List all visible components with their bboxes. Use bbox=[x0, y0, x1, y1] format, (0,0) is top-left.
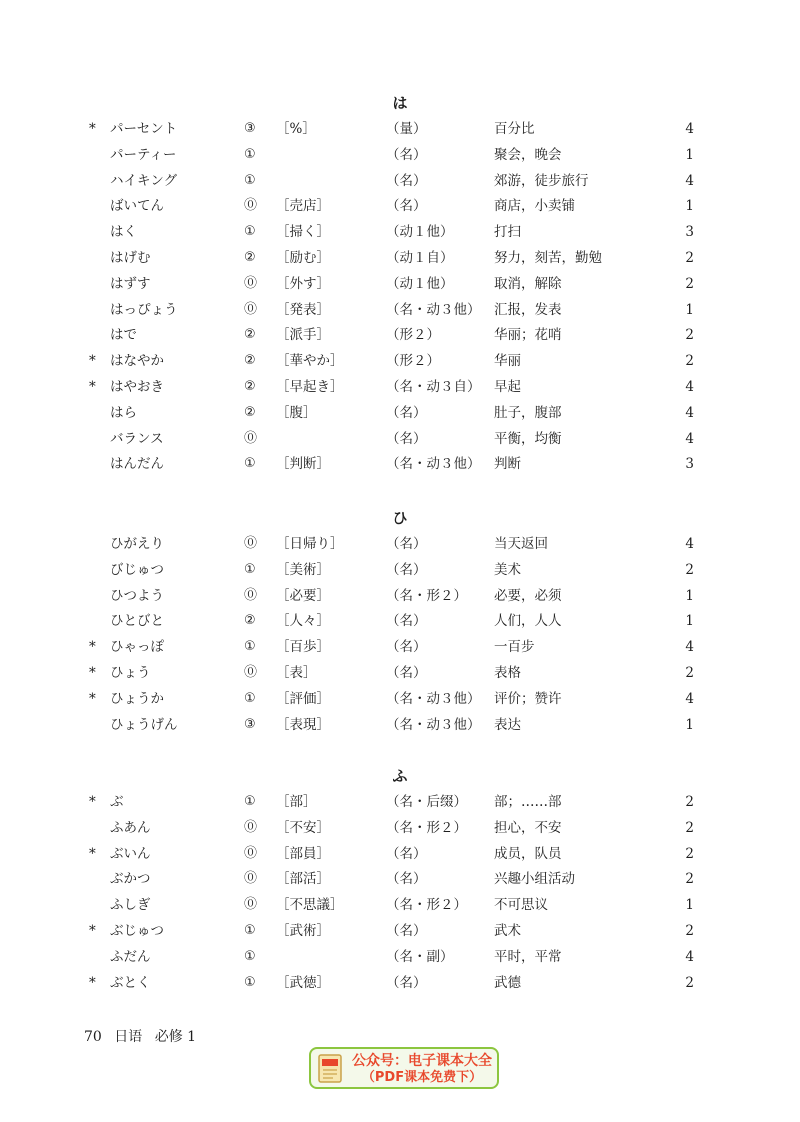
row-lesson-number: 2 bbox=[685, 562, 694, 578]
vocabulary-row bbox=[0, 119, 800, 139]
row-kanji: ［必要］ bbox=[276, 588, 330, 604]
row-star-marker: * bbox=[89, 975, 96, 991]
row-star-marker: * bbox=[89, 846, 96, 862]
row-kanji: ［美術］ bbox=[276, 562, 330, 578]
page-footer bbox=[84, 1027, 204, 1047]
row-kanji: ［華やか］ bbox=[276, 353, 344, 369]
row-lesson-number: 4 bbox=[685, 536, 694, 552]
vocabulary-row bbox=[0, 792, 800, 812]
row-word: はら bbox=[110, 405, 137, 421]
row-kanji: ［早起き］ bbox=[276, 379, 344, 395]
row-accent: ① bbox=[244, 794, 256, 809]
row-meaning: 汇报，发表 bbox=[494, 302, 562, 318]
row-part-of-speech: （动１他） bbox=[386, 224, 454, 240]
row-meaning: 表达 bbox=[494, 717, 521, 733]
row-meaning: 表格 bbox=[494, 665, 521, 681]
row-word: ぶかつ bbox=[110, 871, 151, 887]
row-star-marker: * bbox=[89, 639, 96, 655]
row-meaning: 人们，人人 bbox=[494, 613, 562, 629]
vocabulary-row bbox=[0, 403, 800, 423]
row-word: ぶじゅつ bbox=[110, 923, 164, 939]
row-part-of-speech: （名・动３他） bbox=[386, 717, 481, 733]
section-heading: ひ bbox=[392, 509, 408, 527]
vocabulary-row bbox=[0, 351, 800, 371]
row-meaning: 不可思议 bbox=[494, 897, 548, 913]
vocabulary-row bbox=[0, 973, 800, 993]
row-meaning: 肚子，腹部 bbox=[494, 405, 562, 421]
row-meaning: 早起 bbox=[494, 379, 521, 395]
row-part-of-speech: （名） bbox=[386, 923, 427, 939]
vocabulary-row bbox=[0, 715, 800, 735]
row-accent: ① bbox=[244, 147, 256, 162]
row-part-of-speech: （名） bbox=[386, 562, 427, 578]
row-part-of-speech: （名・动３他） bbox=[386, 302, 481, 318]
row-part-of-speech: （名） bbox=[386, 871, 427, 887]
vocabulary-row bbox=[0, 869, 800, 889]
row-accent: ① bbox=[244, 975, 256, 990]
row-kanji: ［売店］ bbox=[276, 198, 330, 214]
vocabulary-row bbox=[0, 196, 800, 216]
row-lesson-number: 1 bbox=[685, 897, 694, 913]
row-accent: ② bbox=[244, 613, 256, 628]
row-part-of-speech: （名） bbox=[386, 198, 427, 214]
row-word: びじゅつ bbox=[110, 562, 164, 578]
row-kanji: ［派手］ bbox=[276, 327, 330, 343]
vocabulary-row bbox=[0, 325, 800, 345]
row-meaning: 判断 bbox=[494, 456, 521, 472]
row-accent: ② bbox=[244, 327, 256, 342]
row-word: はやおき bbox=[110, 379, 164, 395]
row-kanji: ［不思議］ bbox=[276, 897, 344, 913]
vocabulary-row bbox=[0, 454, 800, 474]
row-accent: ① bbox=[244, 639, 256, 654]
row-accent: ① bbox=[244, 949, 256, 964]
row-star-marker: * bbox=[89, 665, 96, 681]
row-accent: ⓪ bbox=[244, 431, 258, 446]
vocabulary-row bbox=[0, 947, 800, 967]
row-lesson-number: 3 bbox=[685, 456, 694, 472]
row-word: ひょうか bbox=[110, 691, 164, 707]
row-lesson-number: 1 bbox=[685, 302, 694, 318]
watermark-line-2: （PDF课本免费下） bbox=[361, 1070, 483, 1085]
row-word: ふだん bbox=[110, 949, 151, 965]
row-lesson-number: 2 bbox=[685, 665, 694, 681]
row-word: ぶいん bbox=[110, 846, 151, 862]
row-accent: ⓪ bbox=[244, 198, 258, 213]
row-accent: ① bbox=[244, 562, 256, 577]
row-accent: ① bbox=[244, 456, 256, 471]
row-lesson-number: 2 bbox=[685, 846, 694, 862]
row-accent: ① bbox=[244, 691, 256, 706]
row-accent: ⓪ bbox=[244, 871, 258, 886]
row-accent: ⓪ bbox=[244, 820, 258, 835]
vocabulary-row bbox=[0, 560, 800, 580]
row-meaning: 平衡，均衡 bbox=[494, 431, 562, 447]
row-part-of-speech: （形２） bbox=[386, 353, 440, 369]
row-accent: ③ bbox=[244, 121, 256, 136]
row-word: バランス bbox=[110, 431, 164, 447]
row-meaning: 平时，平常 bbox=[494, 949, 562, 965]
row-accent: ⓪ bbox=[244, 276, 258, 291]
row-kanji: ［腹］ bbox=[276, 405, 317, 421]
row-lesson-number: 2 bbox=[685, 794, 694, 810]
vocabulary-row bbox=[0, 248, 800, 268]
row-part-of-speech: （量） bbox=[386, 121, 427, 137]
row-kanji: ［表］ bbox=[276, 665, 317, 681]
row-lesson-number: 2 bbox=[685, 353, 694, 369]
row-accent: ⓪ bbox=[244, 302, 258, 317]
row-kanji: ［励む］ bbox=[276, 250, 330, 266]
row-part-of-speech: （名） bbox=[386, 846, 427, 862]
vocabulary-row bbox=[0, 274, 800, 294]
row-accent: ⓪ bbox=[244, 536, 258, 551]
vocabulary-row bbox=[0, 222, 800, 242]
vocabulary-row bbox=[0, 171, 800, 191]
row-star-marker: * bbox=[89, 691, 96, 707]
row-lesson-number: 1 bbox=[685, 198, 694, 214]
vocabulary-row bbox=[0, 921, 800, 941]
row-lesson-number: 4 bbox=[685, 121, 694, 137]
row-meaning: 打扫 bbox=[494, 224, 521, 240]
row-word: はで bbox=[110, 327, 137, 343]
row-kanji: ［武術］ bbox=[276, 923, 330, 939]
row-star-marker: * bbox=[89, 379, 96, 395]
row-star-marker: * bbox=[89, 923, 96, 939]
row-lesson-number: 4 bbox=[685, 431, 694, 447]
row-part-of-speech: （名） bbox=[386, 613, 427, 629]
row-lesson-number: 2 bbox=[685, 871, 694, 887]
row-meaning: 聚会，晚会 bbox=[494, 147, 562, 163]
row-part-of-speech: （动１自） bbox=[386, 250, 454, 266]
row-accent: ⓪ bbox=[244, 846, 258, 861]
row-kanji: ［発表］ bbox=[276, 302, 330, 318]
vocabulary-row bbox=[0, 300, 800, 320]
section-heading: ふ bbox=[392, 767, 408, 785]
row-kanji: ［部員］ bbox=[276, 846, 330, 862]
vocabulary-row bbox=[0, 663, 800, 683]
row-star-marker: * bbox=[89, 794, 96, 810]
row-accent: ② bbox=[244, 250, 256, 265]
row-star-marker: * bbox=[89, 353, 96, 369]
row-meaning: 努力，刻苦，勤勉 bbox=[494, 250, 602, 266]
row-lesson-number: 2 bbox=[685, 923, 694, 939]
watermark-line-1: 公众号：电子课本大全 bbox=[352, 1053, 492, 1069]
row-kanji: ［掃く］ bbox=[276, 224, 330, 240]
row-accent: ② bbox=[244, 405, 256, 420]
vocabulary-row bbox=[0, 429, 800, 449]
row-meaning: 必要，必须 bbox=[494, 588, 562, 604]
row-lesson-number: 2 bbox=[685, 820, 694, 836]
row-word: はずす bbox=[110, 276, 151, 292]
row-meaning: 武德 bbox=[494, 975, 521, 991]
row-part-of-speech: （形２） bbox=[386, 327, 440, 343]
row-lesson-number: 4 bbox=[685, 949, 694, 965]
row-lesson-number: 4 bbox=[685, 173, 694, 189]
row-accent: ⓪ bbox=[244, 588, 258, 603]
row-part-of-speech: （名） bbox=[386, 431, 427, 447]
row-accent: ① bbox=[244, 224, 256, 239]
row-part-of-speech: （名・形２） bbox=[386, 897, 467, 913]
row-kanji: ［判断］ bbox=[276, 456, 330, 472]
row-meaning: 郊游，徒步旅行 bbox=[494, 173, 589, 189]
row-lesson-number: 2 bbox=[685, 250, 694, 266]
row-meaning: 部；……部 bbox=[494, 794, 562, 810]
row-lesson-number: 4 bbox=[685, 691, 694, 707]
watermark-badge bbox=[309, 1047, 499, 1089]
vocabulary-row bbox=[0, 377, 800, 397]
vocabulary-row bbox=[0, 534, 800, 554]
row-lesson-number: 2 bbox=[685, 975, 694, 991]
row-word: ばいてん bbox=[110, 198, 164, 214]
row-word: ひがえり bbox=[110, 536, 164, 552]
row-lesson-number: 4 bbox=[685, 379, 694, 395]
row-part-of-speech: （名） bbox=[386, 639, 427, 655]
row-kanji: ［外す］ bbox=[276, 276, 330, 292]
row-kanji: ［表現］ bbox=[276, 717, 330, 733]
row-word: ぶ bbox=[110, 794, 124, 810]
row-word: はげむ bbox=[110, 250, 151, 266]
row-word: パーティー bbox=[110, 147, 177, 163]
row-lesson-number: 2 bbox=[685, 327, 694, 343]
row-word: はんだん bbox=[110, 456, 164, 472]
book-title: 日语 bbox=[114, 1029, 143, 1045]
row-word: ひょうげん bbox=[110, 717, 178, 733]
page-number: 70 bbox=[84, 1029, 102, 1045]
vocabulary-row bbox=[0, 895, 800, 915]
row-meaning: 评价；赞许 bbox=[494, 691, 562, 707]
row-word: ぶとく bbox=[110, 975, 151, 991]
row-meaning: 华丽；花哨 bbox=[494, 327, 562, 343]
row-accent: ① bbox=[244, 923, 256, 938]
row-word: ハイキング bbox=[110, 173, 178, 189]
row-kanji: ［不安］ bbox=[276, 820, 330, 836]
row-part-of-speech: （名） bbox=[386, 147, 427, 163]
row-meaning: 成员，队员 bbox=[494, 846, 562, 862]
row-part-of-speech: （名） bbox=[386, 405, 427, 421]
row-meaning: 兴趣小组活动 bbox=[494, 871, 575, 887]
row-kanji: ［部活］ bbox=[276, 871, 330, 887]
row-word: ひゃっぽ bbox=[110, 639, 164, 655]
row-meaning: 美术 bbox=[494, 562, 521, 578]
row-kanji: ［百歩］ bbox=[276, 639, 330, 655]
vocabulary-row bbox=[0, 689, 800, 709]
vocabulary-row bbox=[0, 818, 800, 838]
row-word: はっぴょう bbox=[110, 302, 178, 318]
row-lesson-number: 3 bbox=[685, 224, 694, 240]
row-part-of-speech: （名） bbox=[386, 975, 427, 991]
row-word: ひょう bbox=[110, 665, 151, 681]
row-word: ふしぎ bbox=[110, 897, 151, 913]
row-part-of-speech: （名・后缀） bbox=[386, 794, 467, 810]
row-part-of-speech: （名・动３自） bbox=[386, 379, 481, 395]
row-word: パーセント bbox=[110, 121, 178, 137]
row-meaning: 武术 bbox=[494, 923, 521, 939]
row-accent: ⓪ bbox=[244, 897, 258, 912]
row-part-of-speech: （名・形２） bbox=[386, 820, 467, 836]
row-word: はく bbox=[110, 224, 137, 240]
row-lesson-number: 1 bbox=[685, 613, 694, 629]
vocabulary-row bbox=[0, 637, 800, 657]
row-word: はなやか bbox=[110, 353, 164, 369]
row-lesson-number: 1 bbox=[685, 588, 694, 604]
row-kanji: ［武徳］ bbox=[276, 975, 330, 991]
row-meaning: 当天返回 bbox=[494, 536, 548, 552]
row-lesson-number: 1 bbox=[685, 717, 694, 733]
row-part-of-speech: （名・副） bbox=[386, 949, 454, 965]
row-part-of-speech: （名） bbox=[386, 536, 427, 552]
row-meaning: 取消，解除 bbox=[494, 276, 562, 292]
row-part-of-speech: （名） bbox=[386, 665, 427, 681]
row-part-of-speech: （名） bbox=[386, 173, 427, 189]
row-meaning: 一百步 bbox=[494, 639, 535, 655]
row-kanji: ［%］ bbox=[276, 121, 316, 137]
book-volume: 必修 1 bbox=[154, 1029, 197, 1045]
row-accent: ② bbox=[244, 353, 256, 368]
row-lesson-number: 1 bbox=[685, 147, 694, 163]
row-word: ひとびと bbox=[110, 613, 164, 629]
vocabulary-row bbox=[0, 611, 800, 631]
row-word: ふあん bbox=[110, 820, 151, 836]
row-lesson-number: 4 bbox=[685, 405, 694, 421]
row-accent: ② bbox=[244, 379, 256, 394]
row-kanji: ［部］ bbox=[276, 794, 317, 810]
row-meaning: 华丽 bbox=[494, 353, 521, 369]
row-word: ひつよう bbox=[110, 588, 164, 604]
row-part-of-speech: （动１他） bbox=[386, 276, 454, 292]
row-meaning: 担心，不安 bbox=[494, 820, 562, 836]
row-lesson-number: 4 bbox=[685, 639, 694, 655]
row-part-of-speech: （名・形２） bbox=[386, 588, 467, 604]
row-part-of-speech: （名・动３他） bbox=[386, 691, 481, 707]
row-star-marker: * bbox=[89, 121, 96, 137]
row-kanji: ［日帰り］ bbox=[276, 536, 344, 552]
section-heading: は bbox=[392, 94, 408, 112]
vocabulary-row bbox=[0, 586, 800, 606]
row-accent: ⓪ bbox=[244, 665, 258, 680]
row-lesson-number: 2 bbox=[685, 276, 694, 292]
row-kanji: ［人々］ bbox=[276, 613, 330, 629]
book-icon bbox=[317, 1053, 343, 1085]
row-accent: ③ bbox=[244, 717, 256, 732]
vocabulary-row bbox=[0, 844, 800, 864]
row-accent: ① bbox=[244, 173, 256, 188]
row-meaning: 百分比 bbox=[494, 121, 535, 137]
vocabulary-row bbox=[0, 145, 800, 165]
row-kanji: ［評価］ bbox=[276, 691, 330, 707]
row-meaning: 商店，小卖铺 bbox=[494, 198, 575, 214]
row-part-of-speech: （名・动３他） bbox=[386, 456, 481, 472]
